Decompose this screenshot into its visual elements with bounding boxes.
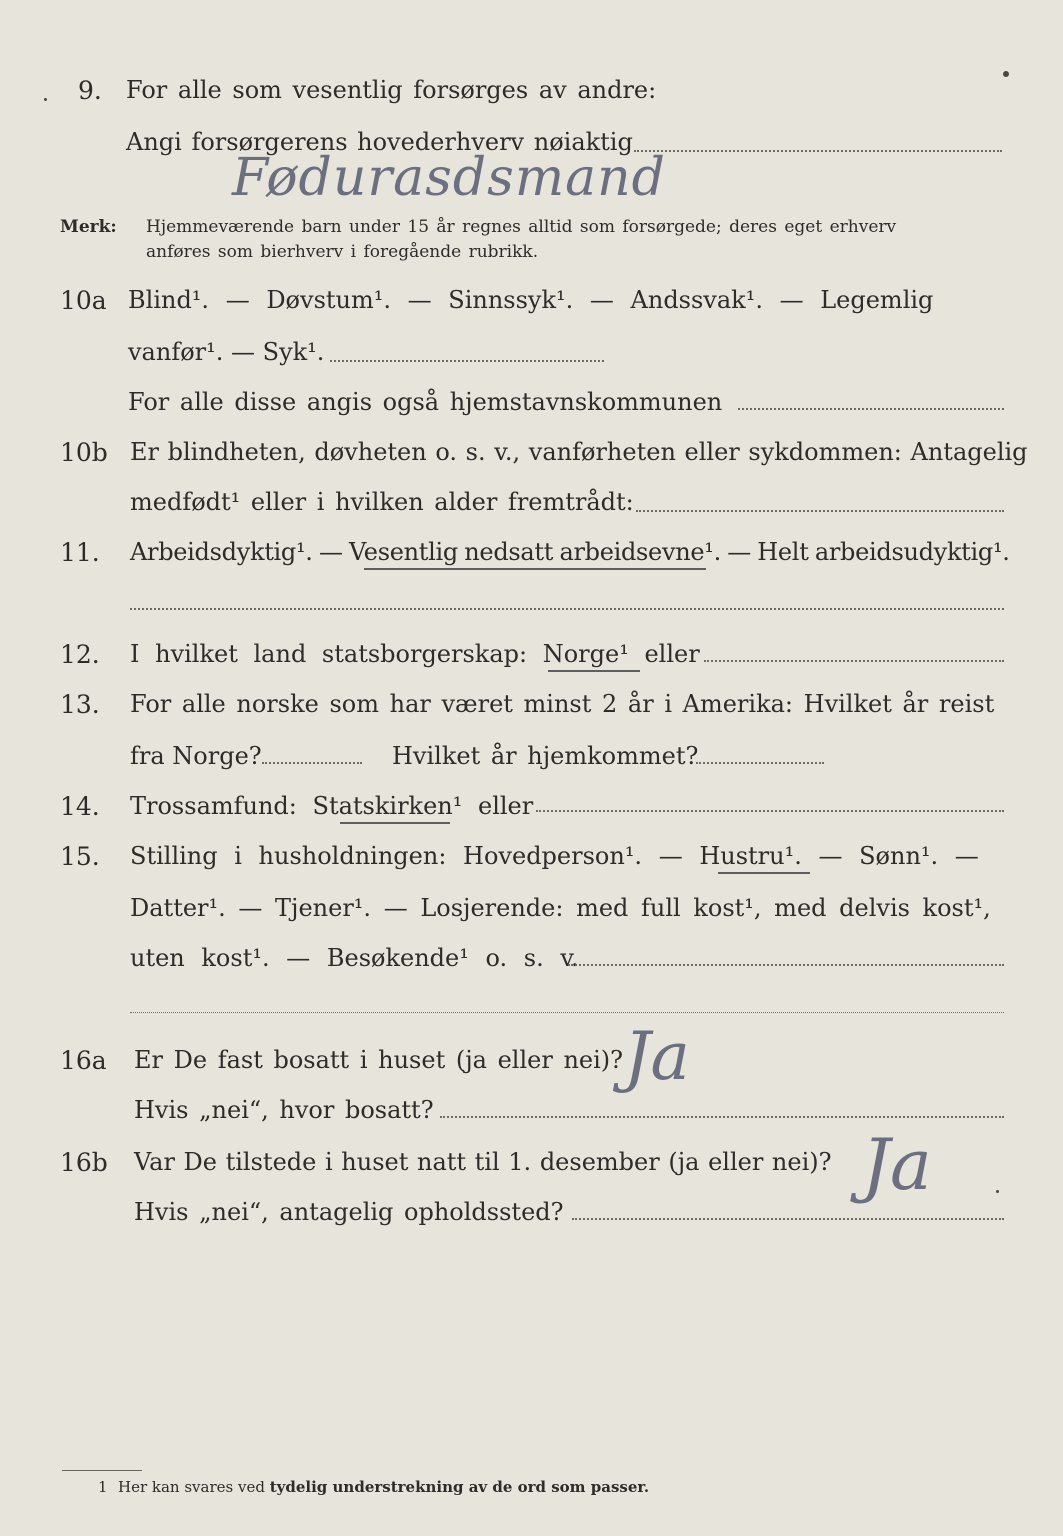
q14-answer-line — [536, 810, 1004, 812]
q11-extra-line — [130, 608, 1004, 610]
q13-line2b: Hvilket år hjemkommet? — [392, 742, 699, 770]
q9-line1: For alle som vesentlig forsørges av andre: — [126, 76, 657, 104]
q16a-answer-line — [440, 1116, 1004, 1118]
q11-number: 11. — [60, 538, 100, 567]
q13-line1: For alle norske som har været minst 2 år i Amerika: Hvilket år reist — [130, 690, 995, 718]
q15-underline-hustru — [718, 872, 810, 874]
paper-speck — [44, 98, 47, 101]
q9-answer-line — [634, 150, 1002, 152]
q12-number: 12. — [60, 640, 100, 669]
q10b-line1: Er blindheten, døvheten o. s. v., vanførheten eller sykdommen: Antagelig — [130, 438, 1028, 466]
footnote-text: Her kan svares ved tydelig understrekning av de ord som passer. — [118, 1478, 650, 1496]
q16a-line2: Hvis „nei“, hvor bosatt? — [134, 1096, 434, 1124]
q15-line1: Stilling i husholdningen: Hovedperson¹. — Hustru¹. — Sønn¹. — — [130, 842, 979, 870]
footnote-mark: 1 — [98, 1478, 108, 1496]
q12-underline-norge — [548, 670, 640, 672]
q15-line2: Datter¹. — Tjener¹. — Losjerende: med full kost¹, med delvis kost¹, — [130, 894, 991, 922]
q14-line1: Trossamfund: Statskirken¹ eller — [130, 792, 534, 820]
paper-speck — [996, 1190, 999, 1193]
q16b-line2: Hvis „nei“, antagelig opholdssted? — [134, 1198, 564, 1226]
q13-line2a: fra Norge? — [130, 742, 262, 770]
q10b-answer-line — [636, 510, 1004, 512]
q11-underline-answer — [364, 568, 706, 570]
q10a-number: 10a — [60, 286, 107, 315]
q15-number: 15. — [60, 842, 100, 871]
q10b-number: 10b — [60, 438, 108, 467]
q10a-line1: Blind¹. — Døvstum¹. — Sinnssyk¹. — Andssvak¹. — Legemlig — [128, 286, 934, 314]
q9-line2: Angi forsørgerens hovederhverv nøiaktig — [126, 128, 633, 156]
q15-line3: uten kost¹. — Besøkende¹ o. s. v. — [130, 944, 579, 972]
q13-reist-line — [262, 762, 362, 764]
q9-handwritten-answer: Fødurasdsmand — [232, 148, 666, 208]
q15-answer-line — [568, 964, 1004, 966]
q16a-line1: Er De fast bosatt i huset (ja eller nei)? — [134, 1046, 624, 1074]
q9-number: 9. — [78, 76, 102, 105]
q10a-line3: For alle disse angis også hjemstavnskommunen — [128, 388, 723, 416]
q14-underline-statskirken — [340, 822, 450, 824]
merk-label: Merk: — [60, 217, 117, 237]
q14-number: 14. — [60, 792, 100, 821]
q16b-handwritten-answer: Ja — [862, 1124, 932, 1206]
q12-answer-line — [704, 660, 1004, 662]
merk-line1: Hjemmeværende barn under 15 år regnes alltid som forsørgede; deres eget erhverv — [146, 217, 897, 237]
q15-separator — [130, 1012, 1004, 1013]
q11-line1: Arbeidsdyktig¹. — Vesentlig nedsatt arbeidsevne¹. — Helt arbeidsudyktig¹. — [130, 538, 1010, 566]
q13-hjemkommet-line — [696, 762, 824, 764]
q16b-number: 16b — [60, 1148, 108, 1177]
q10a-home-line — [738, 408, 1004, 410]
q16a-number: 16a — [60, 1046, 107, 1075]
footnote-rule — [62, 1470, 142, 1471]
q12-line1: I hvilket land statsborgerskap: Norge¹ eller — [130, 640, 700, 668]
q10b-line2: medfødt¹ eller i hvilken alder fremtrådt: — [130, 488, 634, 516]
merk-line2: anføres som bierhverv i foregående rubrikk. — [146, 242, 539, 262]
q10a-answer-line — [330, 360, 604, 362]
q16b-line1: Var De tilstede i huset natt til 1. desember (ja eller nei)? — [134, 1148, 832, 1176]
q16a-handwritten-answer: Ja — [624, 1018, 690, 1095]
paper-speck — [1003, 71, 1009, 77]
q13-number: 13. — [60, 690, 100, 719]
q16b-answer-line — [572, 1218, 1004, 1220]
q10a-line2: vanfør¹. — Syk¹. — [128, 338, 325, 366]
